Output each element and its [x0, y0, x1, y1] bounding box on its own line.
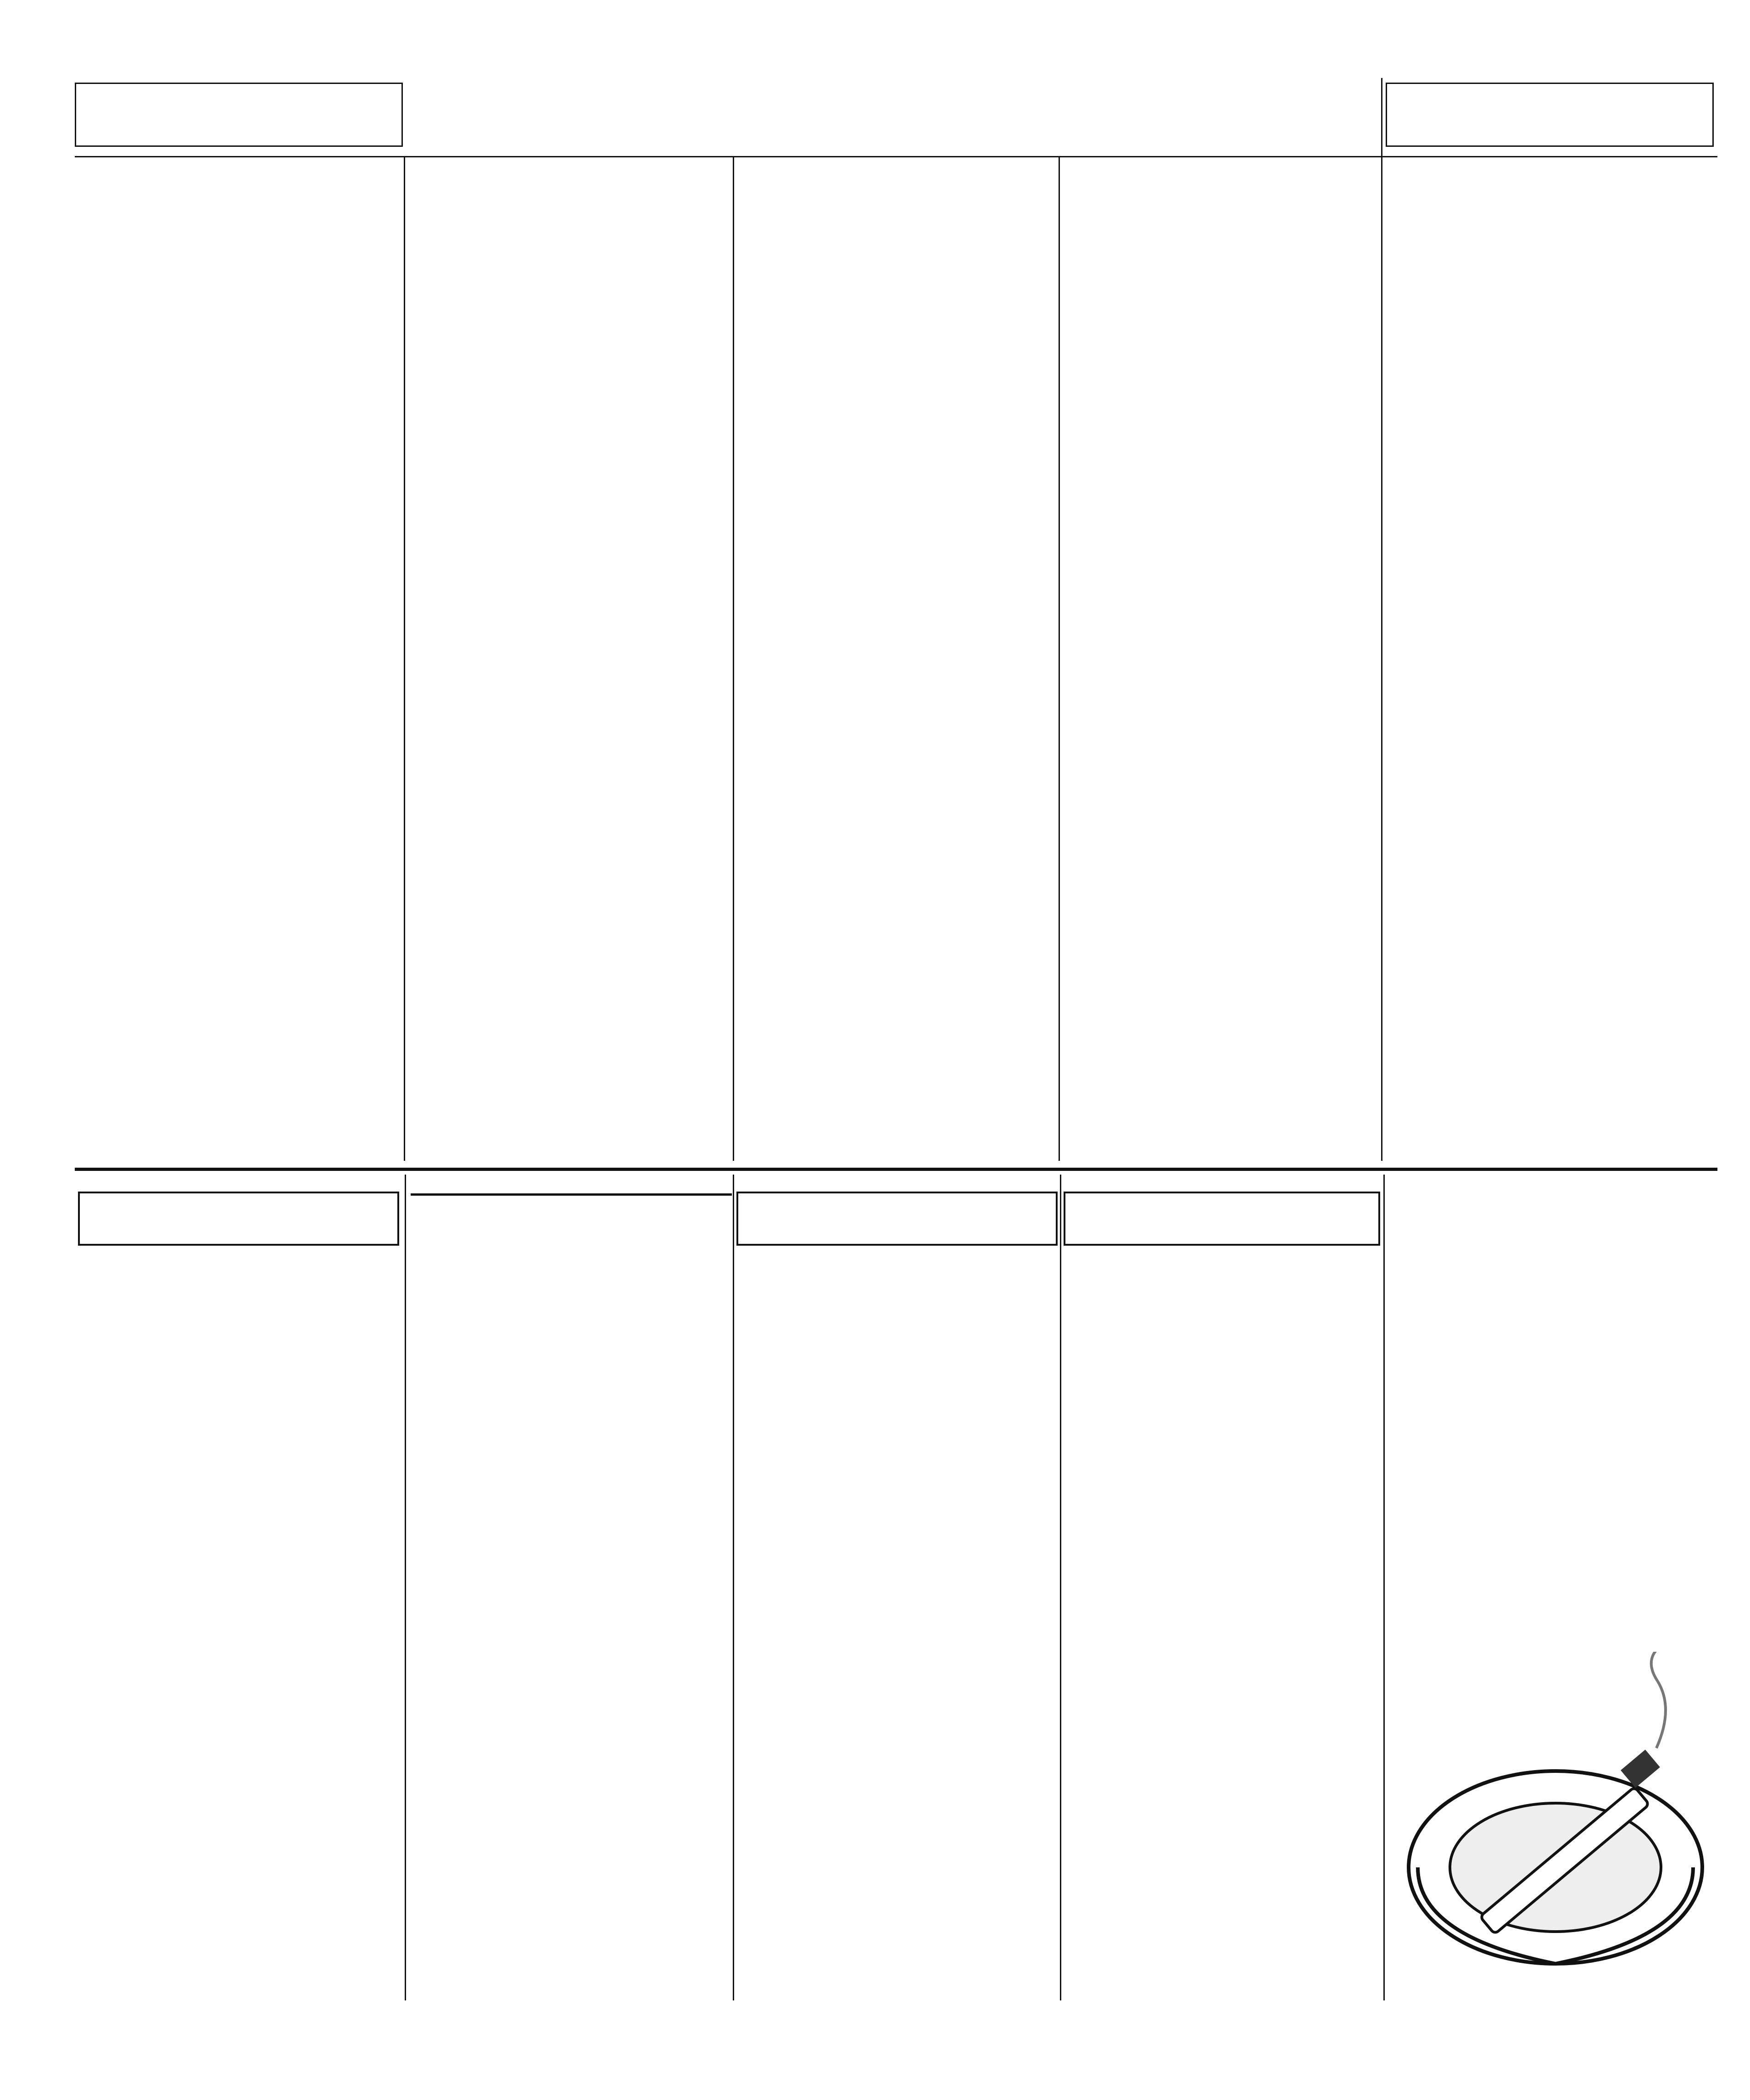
column-rule: [1381, 78, 1382, 1161]
ashtray-cigarette-illustration: [1399, 1652, 1711, 1982]
column-rule: [1383, 1175, 1385, 2000]
column-rule: [1060, 1175, 1061, 2000]
logo-call: [1065, 1193, 1078, 1244]
bottom-column-2: [411, 1186, 732, 1200]
station-logo-4ya: [78, 1192, 399, 1246]
header-rule: [75, 156, 1717, 157]
forecast-box-right: [1386, 83, 1714, 147]
column-rule: [404, 156, 405, 1161]
station-logo-4yz: [1064, 1192, 1380, 1246]
bottom-column-4: [1064, 1186, 1380, 1251]
column-rule: [405, 1175, 406, 2000]
bottom-column-3: [736, 1186, 1058, 1251]
logo-call: [80, 1193, 93, 1244]
column-rule: [733, 1175, 734, 2000]
de-reszke-advert: [1390, 1432, 1711, 1991]
subscriptions-note: [411, 1193, 732, 1200]
forecast-box-left: [75, 83, 403, 147]
section-rule: [75, 1168, 1717, 1171]
bottom-column-1: [78, 1186, 399, 1251]
station-logo-4yo: [736, 1192, 1058, 1246]
column-rule: [1059, 156, 1060, 1161]
logo-call: [738, 1193, 751, 1244]
column-rule: [733, 156, 734, 1161]
